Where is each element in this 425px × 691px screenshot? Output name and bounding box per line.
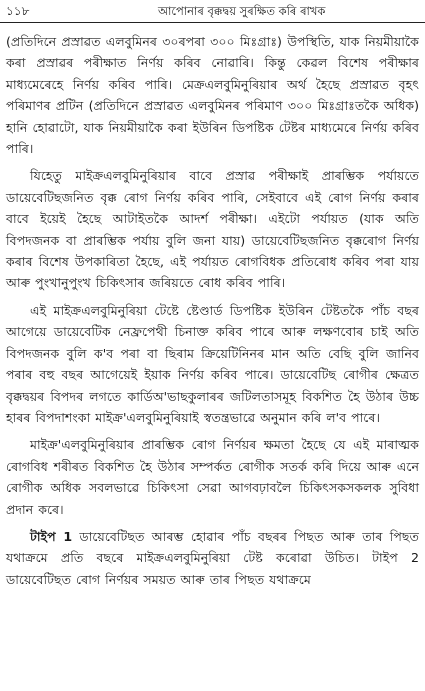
page-header (0, 0, 425, 23)
paragraph-text: যিহেতু মাইক্ৰএলবুমিনুৰিয়াৰ বাবে প্ৰস্ৰাৱ পৰীক্ষাই প্ৰাৰম্ভিক পৰ্যায়তে ডায়েবেটিছজনিত বৃক্ক ৰোগ নিৰ্ণয় কৰিব পাৰি, সেইবাবে এই ৰোগ নিৰ্ণয় কৰাৰ বাবে ইয়েই হৈছে আটাইতকৈ আদৰ্শ পৰীক্ষা। এইটো পৰ্যায়ত (যাক অতি বিপদজনক বা প্ৰাৰম্ভিক পৰ্যায় বুলি জনা যায়) ডায়েবেটিছজনিত বৃক্কৰোগ নিৰ্ণয় কৰাৰ বিশেষ উপকাৰিতা হৈছে, এই পৰ্যায়ত ৰোগবিধক প্ৰতিৰোধ কৰিব পৰা যায় আৰু পুংখানুপুংখ চিকিৎসাৰ জৰিয়তে ৰোধ কৰিব পাৰি। (6, 168, 419, 291)
paragraph-1 (6, 31, 419, 159)
bold-term: টাইপ 1 (30, 528, 73, 544)
paragraph-3 (6, 300, 419, 428)
paragraph-text: ডায়েবেটিছত আৰম্ভ হোৱাৰ পাঁচ বছৰৰ পিছত আৰু তাৰ পিছত যথাক্ৰমে প্ৰতি বছৰে মাইক্ৰএলবুমিনুৰিয়া টেষ্ট কৰোৱা উচিত। টাইপ 2 ডায়েবেটিছত ৰোগ নিৰ্ণয়ৰ সময়ত আৰু তাৰ পিছত যথাক্ৰমে (6, 528, 419, 587)
page-number: ১১৮ (6, 4, 30, 18)
paragraph-text: (প্ৰতিদিনে প্ৰস্ৰাৱত এলবুমিনৰ ৩০ৰপৰা ৩০০ মিঃগ্ৰাঃ) উপস্থিতি, যাক নিয়মীয়াকৈ কৰা প্ৰস্ৰাৱৰ পৰীক্ষাত নিৰ্ণয় কৰিব নোৱাৰি। কিন্তু কেৱল বিশেষ পৰীক্ষাৰ মাধ্যমেৰেহে নিৰ্ণয় কৰিব পাৰি। মেক্ৰএলবুমিনুৰিয়াৰ অৰ্থ হৈছে প্ৰস্ৰাৱত বৃহৎ পৰিমাণৰ প্ৰটিন (প্ৰতিদিনে প্ৰস্ৰাৱত এলবুমিনৰ পৰিমাণ ৩০০ মিঃগ্ৰাঃতকৈ অধিক) হানি হোৱাটো, যাক নিয়মীয়াকৈ কৰা ইউৰিন ডিপষ্টিক টেষ্টৰ মাধ্যমেৰে নিৰ্ণয় কৰিব পাৰি। (6, 34, 419, 157)
page-body (6, 31, 419, 596)
paragraph-2 (6, 165, 419, 293)
paragraph-text: এই মাইক্ৰএলবুমিনুৰিয়া টেষ্টে ষ্টেণ্ডাৰ্ড ডিপষ্টিক ইউৰিন টেষ্টতকৈ পাঁচ বছৰ আগেয়ে ডায়েবেটিক নেফ্ৰপেথী চিনাক্ত কৰিব পাৰে আৰু লক্ষণবোৰ চাই অতি বিপদজনক বুলি ক'ব পৰা বা ছিৰাম ক্ৰিয়েটিনিনৰ মান অতি বেছি বুলি জানিব পৰাৰ বহু বছৰ আগেয়েই ইয়াক নিৰ্ণয় কৰিব পাৰে। ডায়েবেটিছ ৰোগীৰ ক্ষেত্ৰত বৃক্কদ্বয়ৰ বিপদৰ লগতে কাৰ্ডিঅ'ভাছকুলাৰৰ জটিলতাসমূহ বিকশিত হৈ উঠাৰ উচ্চ হাৰৰ বিপদাশংকা মাইক্ৰ'এলবুমিনুৰিয়াই স্বতন্ত্ৰভাৱে অনুমান কৰি ল'ব পাৰে। (6, 302, 419, 425)
paragraph-5 (6, 526, 419, 590)
paragraph-4 (6, 434, 419, 520)
paragraph-text: মাইক্ৰ'এলবুমিনুৰিয়াৰ প্ৰাৰম্ভিক ৰোগ নিৰ্ণয়ৰ ক্ষমতা হৈছে যে এই মাৰাত্মক ৰোগবিধ শৰীৰত বিকশিত হৈ উঠাৰ সম্পৰ্কত ৰোগীক সতৰ্ক কৰি দিয়ে আৰু এনে ৰোগীক অধিক সবলভাৱে চিকিৎসা সেৱা আগবঢ়াবলৈ চিকিৎসকসকলক সুবিধা প্ৰদান কৰে। (6, 437, 419, 517)
running-title: আপোনাৰ বৃক্কদ্বয় সুৰক্ষিত কৰি ৰাখক (158, 4, 326, 18)
